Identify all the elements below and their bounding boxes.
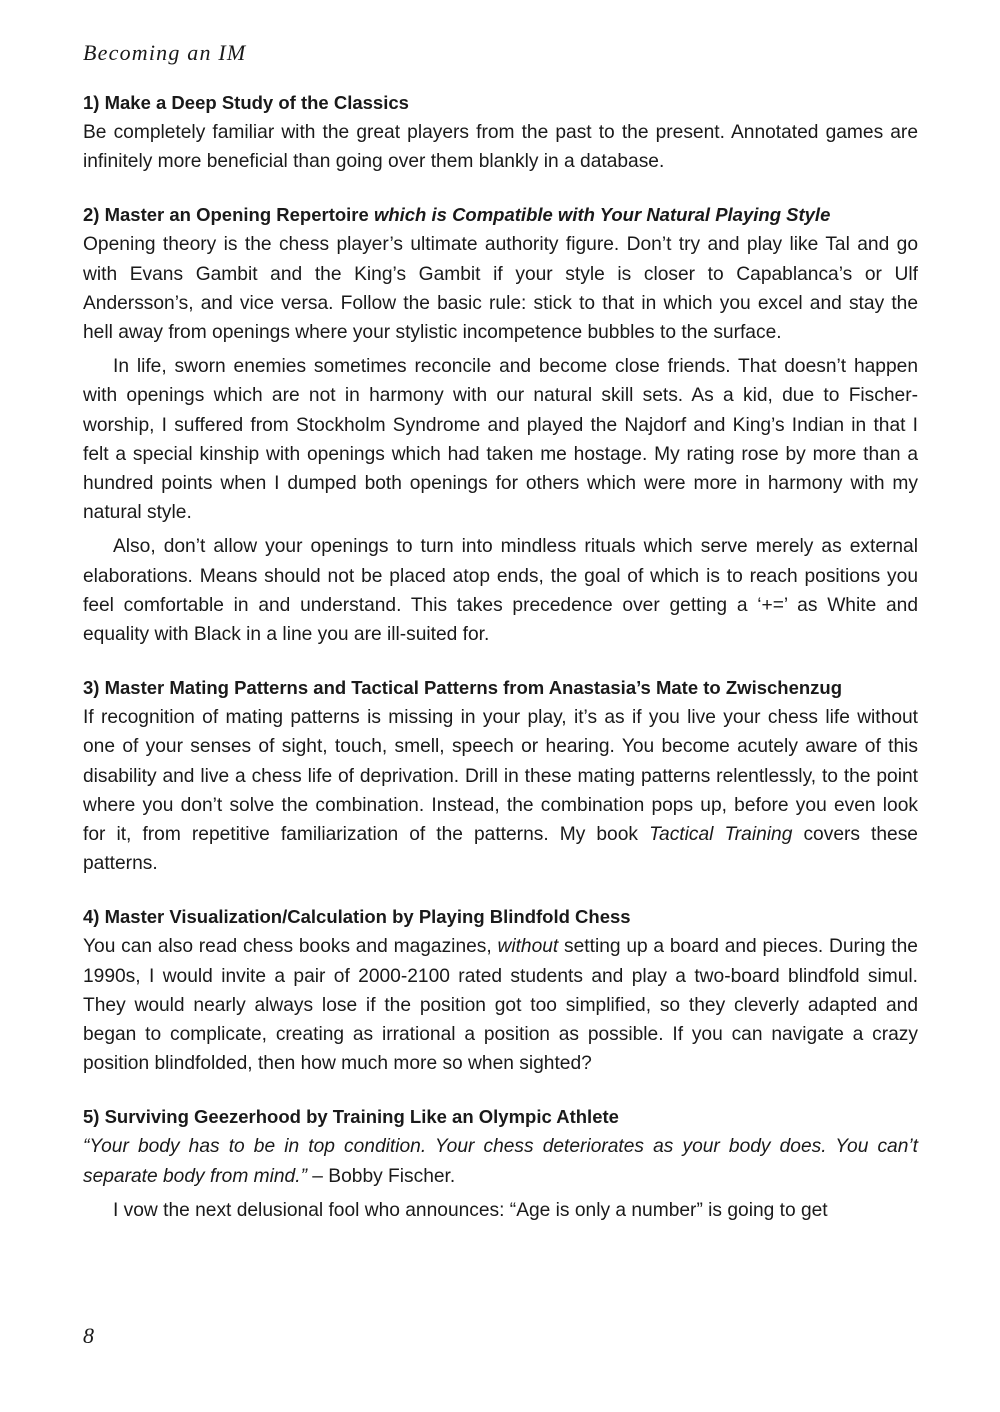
paragraph: Be completely familiar with the great players from the past to the present. Annotated games are infinitely more beneficial than going over them blankly in a database.: [83, 122, 918, 173]
paragraph-text: covers these patterns.: [83, 824, 918, 875]
paragraph: In life, sworn enemies sometimes reconcile and become close friends. That doesn’t happen with openings which are not in harmony with our natural skill sets. As a kid, due to Fischer-worship, I suffered from Stockholm Syndrome and played the Najdorf and King’s Indian in that I felt a special kinship with openings which had taken me hostage. My rating rose by more than a hundred points when I dumped both openings for others which were more in harmony with my natural style.: [83, 356, 918, 524]
paragraph-text: You can also read chess books and magazines,: [83, 936, 498, 958]
paragraph-text: setting up a board and pieces. During the 1990s, I would invite a pair of 2000-2100 rated students and play a two-board blindfold simul. They would nearly always lose if the position got too simplified, so they cleverly adapted and began to complicate, creating as irrational a position as possible. If you can navigate a crazy position blindfolded, then how much more so when sighted?: [83, 936, 918, 1075]
section-heading: 4) Master Visualization/Calculation by Playing Blindfold Chess: [83, 906, 631, 928]
paragraph: [83, 703, 918, 878]
quote-paragraph: [83, 1132, 918, 1190]
fischer-quote: “Your body has to be in top condition. Your chess deteriorates as your body does. You can’t separate body from mind.”: [83, 1136, 918, 1187]
page-body: [83, 88, 918, 1249]
book-title: Tactical Training: [649, 824, 793, 846]
heading-italic-part: which is Compatible with Your Natural Playing Style: [373, 204, 831, 226]
section-2: [83, 200, 918, 649]
heading-bold-part: 2) Master an Opening Repertoire: [83, 204, 374, 226]
section-heading: 1) Make a Deep Study of the Classics: [83, 92, 409, 113]
section-heading: 3) Master Mating Patterns and Tactical Patterns from Anastasia’s Mate to Zwischenzug: [83, 677, 843, 699]
quote-attribution: – Bobby Fischer.: [306, 1165, 456, 1187]
paragraph: Also, don’t allow your openings to turn into mindless rituals which serve merely as external elaborations. Means should not be placed atop ends, the goal of which is to reach positions you feel comfortable in and understand. This takes precedence over getting a ‘+=’ as White and equality with Black in a line you are ill-suited for.: [83, 536, 918, 646]
page-number: 8: [83, 1323, 94, 1348]
section-3: [83, 673, 918, 878]
paragraph-text: If recognition of mating patterns is missing in your play, it’s as if you live your chess life without one of your senses of sight, touch, smell, speech or hearing. You become acutely aware of this disability and live a chess life of deprivation. Drill in these mating patterns relentlessly, to the point where you don’t solve the combination. Instead, the combination pops up, before you even look for it, from repetitive familiarization of the patterns. My book: [83, 707, 918, 846]
emphasis: without: [497, 936, 559, 958]
section-heading: [83, 200, 918, 229]
section-1: [83, 88, 918, 176]
section-heading: 5) Surviving Geezerhood by Training Like an Olympic Athlete: [83, 1106, 619, 1128]
section-4: [83, 902, 918, 1078]
section-5: [83, 1102, 918, 1225]
paragraph: Opening theory is the chess player’s ultimate authority figure. Don’t try and play like Tal and go with Evans Gambit and the King’s Gambit if your style is closer to Capablanca’s or Ulf Andersson’s, and vice versa. Follow the basic rule: stick to that in which you excel and stay the hell away from openings where your stylistic incompetence bubbles to the surface.: [83, 234, 918, 344]
paragraph: I vow the next delusional fool who announces: “Age is only a number” is going to get: [113, 1199, 828, 1221]
paragraph: [83, 932, 918, 1078]
running-head: Becoming an IM: [83, 40, 247, 65]
